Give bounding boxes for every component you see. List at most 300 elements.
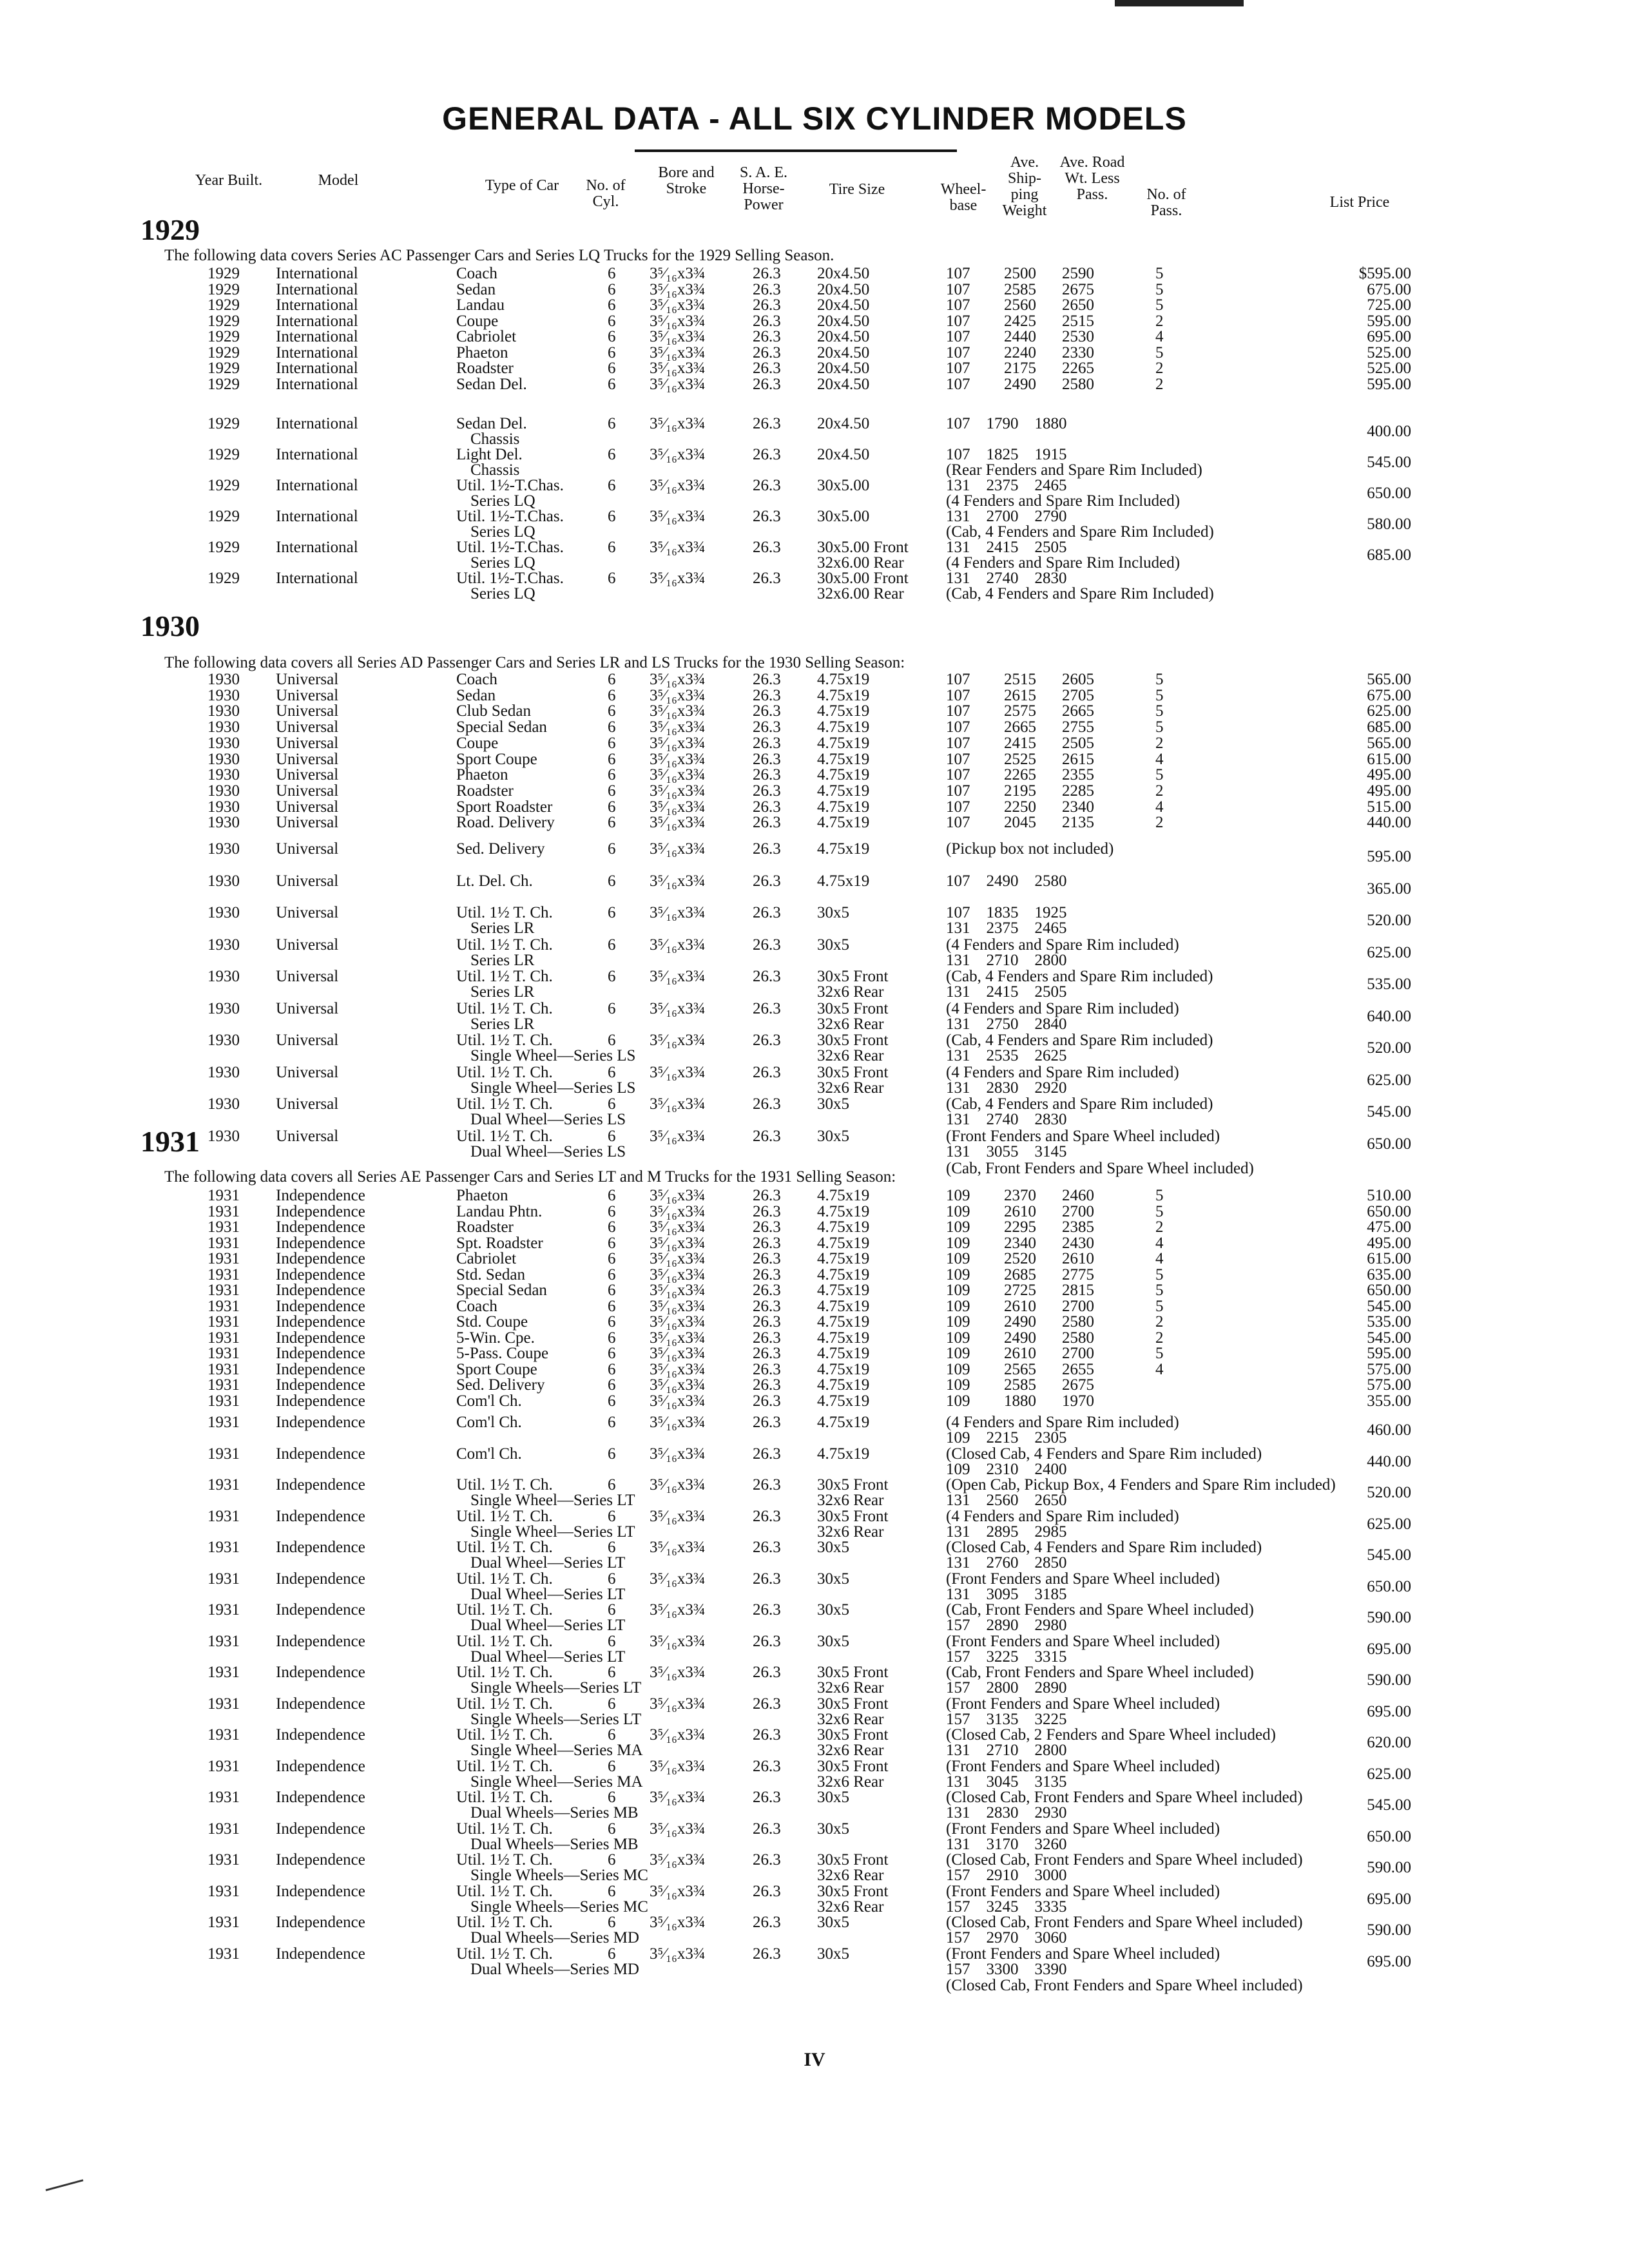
cell-tire-size: 30x5.00 Front [817, 570, 909, 587]
cell-list-price: 520.00 [1367, 1484, 1411, 1501]
cell-list-price: 545.00 [1367, 1546, 1411, 1564]
cell-horsepower: 26.3 [753, 296, 781, 314]
cell-year: 1931 [207, 1392, 240, 1410]
cell-type-series: Dual Wheel—Series LT [470, 1648, 626, 1666]
cell-list-price: 695.00 [1367, 1952, 1411, 1970]
cell-year: 1931 [207, 1329, 240, 1347]
cell-note: 157 2890 2980 [946, 1617, 1067, 1634]
cell-year: 1930 [207, 999, 240, 1017]
cell-horsepower: 26.3 [753, 814, 781, 832]
cell-cylinders: 6 [608, 671, 616, 688]
cell-list-price: 615.00 [1367, 750, 1411, 768]
cell-tire-size: 20x4.50 [817, 280, 870, 298]
cell-model: Independence [276, 1757, 365, 1775]
cell-ship-weight: 2515 [1004, 671, 1036, 688]
cell-year: 1930 [207, 750, 240, 768]
table-row [0, 1204, 1629, 1220]
cell-list-price: 625.00 [1367, 702, 1411, 720]
cell-horsepower: 26.3 [753, 1726, 781, 1744]
cell-horsepower: 26.3 [753, 1789, 781, 1806]
cell-cylinders: 6 [608, 1882, 616, 1900]
cell-bore-stroke: 3⁵⁄₁₆x3¾ [650, 360, 706, 377]
cell-year: 1930 [207, 1063, 240, 1081]
cell-weights: (Front Fenders and Spare Wheel included) [946, 1820, 1220, 1838]
table-row-extended [0, 508, 1629, 539]
cell-list-price: 635.00 [1367, 1265, 1411, 1283]
cell-list-price: 625.00 [1367, 943, 1411, 961]
cell-weights: (Open Cab, Pickup Box, 4 Fenders and Spare Rim included) [946, 1476, 1336, 1494]
section-year: 1931 [140, 1125, 200, 1158]
cell-weights: (Front Fenders and Spare Wheel included) [946, 1127, 1220, 1145]
cell-cylinders: 6 [608, 539, 616, 556]
cell-year: 1930 [207, 840, 240, 858]
cell-horsepower: 26.3 [753, 968, 781, 985]
cell-list-price: 495.00 [1367, 766, 1411, 784]
cell-type: Util. 1½ T. Ch. [456, 1945, 553, 1963]
cell-list-price: 695.00 [1367, 328, 1411, 345]
cell-weights: 107 2490 2580 [946, 872, 1067, 890]
cell-year: 1930 [207, 734, 240, 752]
cell-cylinders: 6 [608, 1392, 616, 1410]
cell-list-price: 515.00 [1367, 798, 1411, 816]
table-row [0, 1219, 1629, 1235]
cell-model: Universal [276, 734, 339, 752]
cell-list-price: 545.00 [1367, 1103, 1411, 1120]
cell-tire-size: 30x5 [817, 1945, 849, 1963]
cell-horsepower: 26.3 [753, 1250, 781, 1267]
cell-horsepower: 26.3 [753, 1664, 781, 1681]
cell-road-weight: 2700 [1062, 1297, 1094, 1315]
cell-type-series: Dual Wheels—Series MB [470, 1804, 639, 1821]
cell-tire-size: 20x4.50 [817, 328, 870, 345]
cell-ship-weight: 2175 [1004, 360, 1036, 377]
cell-bore-stroke: 3⁵⁄₁₆x3¾ [650, 718, 706, 736]
cell-year: 1930 [207, 936, 240, 954]
cell-horsepower: 26.3 [753, 312, 781, 330]
cell-ship-weight: 1880 [1004, 1392, 1036, 1410]
cell-type: Util. 1½-T.Chas. [456, 570, 564, 587]
cell-model: Universal [276, 999, 339, 1017]
cell-ship-weight: 2565 [1004, 1360, 1036, 1378]
cell-tire-size: 4.75x19 [817, 814, 870, 832]
table-row [0, 376, 1629, 392]
cell-horsepower: 26.3 [753, 671, 781, 688]
table-row-extended [0, 1821, 1629, 1852]
cell-type: Landau Phtn. [456, 1202, 543, 1220]
table-row-extended [0, 1571, 1629, 1602]
table-row [0, 799, 1629, 815]
cell-weights: (Pickup box not included) [946, 840, 1114, 858]
cell-bore-stroke: 3⁵⁄₁₆x3¾ [650, 1914, 706, 1931]
cell-year: 1931 [207, 1789, 240, 1806]
cell-bore-stroke: 3⁵⁄₁₆x3¾ [650, 343, 706, 361]
cell-bore-stroke: 3⁵⁄₁₆x3¾ [650, 312, 706, 330]
cell-bore-stroke: 3⁵⁄₁₆x3¾ [650, 375, 706, 393]
cell-horsepower: 26.3 [753, 766, 781, 784]
table-row-extended [0, 1664, 1629, 1695]
cell-tire-size: 30x5 Front [817, 968, 889, 985]
cell-type: Util. 1½ T. Ch. [456, 936, 553, 954]
cell-bore-stroke: 3⁵⁄₁₆x3¾ [650, 1601, 706, 1619]
cell-horsepower: 26.3 [753, 1032, 781, 1049]
cell-note: (Cab, 4 Fenders and Spare Rim Included) [946, 523, 1214, 541]
cell-type-series: Series LQ [470, 585, 535, 602]
cell-model: Independence [276, 1345, 365, 1362]
cell-weights: (Front Fenders and Spare Wheel included) [946, 1695, 1220, 1713]
cell-cylinders: 6 [608, 840, 616, 858]
header-bore: Bore and Stroke [658, 164, 715, 197]
cell-note: 157 2970 3060 [946, 1929, 1067, 1946]
table-row-extended [0, 539, 1629, 570]
cell-tire-size: 30x5 Front [817, 1757, 889, 1775]
cell-tire-rear: 32x6.00 Rear [817, 554, 904, 572]
table-row [0, 1251, 1629, 1267]
cell-bore-stroke: 3⁵⁄₁₆x3¾ [650, 702, 706, 720]
cell-bore-stroke: 3⁵⁄₁₆x3¾ [650, 1032, 706, 1049]
cell-cylinders: 6 [608, 1757, 616, 1775]
cell-tire-size: 4.75x19 [817, 1265, 870, 1283]
cell-bore-stroke: 3⁵⁄₁₆x3¾ [650, 415, 706, 432]
cell-model: Independence [276, 1882, 365, 1900]
cell-year: 1931 [207, 1476, 240, 1494]
cell-type: Util. 1½ T. Ch. [456, 1570, 553, 1588]
table-row [0, 1377, 1629, 1393]
cell-year: 1931 [207, 1202, 240, 1220]
cell-list-price: 535.00 [1367, 975, 1411, 993]
cell-model: Independence [276, 1789, 365, 1806]
cell-bore-stroke: 3⁵⁄₁₆x3¾ [650, 904, 706, 921]
cell-horsepower: 26.3 [753, 1632, 781, 1650]
cell-cylinders: 6 [608, 1632, 616, 1650]
cell-year: 1930 [207, 1032, 240, 1049]
cell-horsepower: 26.3 [753, 1313, 781, 1331]
cell-bore-stroke: 3⁵⁄₁₆x3¾ [650, 1202, 706, 1220]
cell-horsepower: 26.3 [753, 1695, 781, 1713]
cell-cylinders: 6 [608, 508, 616, 525]
scan-corner-mark [46, 2179, 84, 2191]
cell-type-series: Single Wheels—Series MC [470, 1898, 648, 1916]
cell-year: 1931 [207, 1914, 240, 1931]
cell-list-price: 650.00 [1367, 1827, 1411, 1845]
cell-model: Independence [276, 1851, 365, 1869]
cell-passengers: 5 [1155, 718, 1164, 736]
cell-list-price: 650.00 [1367, 1135, 1411, 1153]
cell-year: 1931 [207, 1757, 240, 1775]
cell-list-price: 595.00 [1367, 375, 1411, 393]
cell-model: International [276, 508, 358, 525]
cell-bore-stroke: 3⁵⁄₁₆x3¾ [650, 1476, 706, 1494]
cell-tire-size: 4.75x19 [817, 1414, 870, 1431]
cell-cylinders: 6 [608, 1360, 616, 1378]
cell-note: 131 2830 2930 [946, 1804, 1067, 1821]
cell-model: International [276, 312, 358, 330]
cell-type: Coach [456, 265, 497, 282]
cell-type-series: Series LR [470, 1015, 535, 1033]
cell-wheelbase: 107 [946, 702, 970, 720]
cell-type: Util. 1½ T. Ch. [456, 999, 553, 1017]
cell-weights: (Closed Cab, Front Fenders and Spare Wheel included) [946, 1789, 1303, 1806]
cell-type: Sed. Delivery [456, 840, 545, 858]
cell-type: Sport Coupe [456, 1360, 537, 1378]
cell-list-price: 650.00 [1367, 485, 1411, 502]
table-row-extended [0, 1539, 1629, 1570]
cell-road-weight: 2330 [1062, 343, 1094, 361]
table-row-extended [0, 937, 1629, 968]
table-row [0, 329, 1629, 345]
cell-list-price: 440.00 [1367, 1452, 1411, 1470]
cell-wheelbase: 107 [946, 798, 970, 816]
cell-bore-stroke: 3⁵⁄₁₆x3¾ [650, 1127, 706, 1145]
cell-type: Util. 1½-T.Chas. [456, 508, 564, 525]
cell-model: International [276, 477, 358, 494]
cell-model: Universal [276, 1063, 339, 1081]
cell-year: 1929 [207, 280, 240, 298]
cell-weights: 131 2415 2505 [946, 539, 1067, 556]
cell-road-weight: 2815 [1062, 1282, 1094, 1299]
cell-road-weight: 2615 [1062, 750, 1094, 768]
cell-year: 1930 [207, 766, 240, 784]
cell-wheelbase: 109 [946, 1282, 970, 1299]
header-list-price: List Price [1329, 194, 1390, 211]
cell-list-price: 595.00 [1367, 1345, 1411, 1362]
cell-note: 131 2535 2625 [946, 1047, 1067, 1064]
cell-model: Independence [276, 1218, 365, 1236]
cell-tire-size: 4.75x19 [817, 766, 870, 784]
header-passengers: No. of Pass. [1146, 186, 1186, 219]
cell-wheelbase: 107 [946, 734, 970, 752]
cell-type: Util. 1½ T. Ch. [456, 1726, 553, 1744]
cell-ship-weight: 2340 [1004, 1234, 1036, 1252]
cell-note: 157 3245 3335 [946, 1898, 1067, 1916]
cell-horsepower: 26.3 [753, 1820, 781, 1838]
cell-cylinders: 6 [608, 1095, 616, 1113]
cell-bore-stroke: 3⁵⁄₁₆x3¾ [650, 1945, 706, 1963]
cell-wheelbase: 107 [946, 686, 970, 704]
cell-tire-size: 4.75x19 [817, 671, 870, 688]
cell-ship-weight: 2610 [1004, 1345, 1036, 1362]
cell-list-price: 640.00 [1367, 1007, 1411, 1025]
cell-year: 1931 [207, 1882, 240, 1900]
cell-note: 157 2800 2890 [946, 1679, 1067, 1696]
cell-tire-size: 4.75x19 [817, 1202, 870, 1220]
cell-ship-weight: 2585 [1004, 280, 1036, 298]
cell-bore-stroke: 3⁵⁄₁₆x3¾ [650, 1414, 706, 1431]
cell-passengers: 2 [1155, 312, 1164, 330]
cell-type-series: Dual Wheels—Series MD [470, 1929, 639, 1946]
cell-ship-weight: 2585 [1004, 1376, 1036, 1394]
table-row-extended [0, 905, 1629, 936]
cell-list-price: 595.00 [1367, 312, 1411, 330]
cell-horsepower: 26.3 [753, 1445, 781, 1463]
cell-model: Independence [276, 1945, 365, 1963]
cell-bore-stroke: 3⁵⁄₁₆x3¾ [650, 1265, 706, 1283]
cell-passengers: 5 [1155, 1282, 1164, 1299]
cell-tire-size: 30x5 [817, 904, 849, 921]
table-row-extended [0, 447, 1629, 477]
cell-cylinders: 6 [608, 968, 616, 985]
cell-bore-stroke: 3⁵⁄₁₆x3¾ [650, 750, 706, 768]
cell-tire-size: 4.75x19 [817, 1250, 870, 1267]
cell-bore-stroke: 3⁵⁄₁₆x3¾ [650, 328, 706, 345]
cell-type: Lt. Del. Ch. [456, 872, 533, 890]
cell-type: Sport Roadster [456, 798, 553, 816]
cell-horsepower: 26.3 [753, 343, 781, 361]
cell-note: 131 2750 2840 [946, 1015, 1067, 1033]
cell-list-price: 590.00 [1367, 1859, 1411, 1876]
cell-road-weight: 2655 [1062, 1360, 1094, 1378]
table-row [0, 1267, 1629, 1283]
cell-year: 1929 [207, 446, 240, 463]
table-row-extended [0, 873, 1629, 904]
cell-type: Phaeton [456, 1187, 508, 1204]
cell-year: 1931 [207, 1601, 240, 1619]
cell-tire-size: 30x5 Front [817, 1032, 889, 1049]
cell-wheelbase: 109 [946, 1329, 970, 1347]
cell-type: Util. 1½ T. Ch. [456, 904, 553, 921]
table-row [0, 671, 1629, 687]
cell-list-price: 355.00 [1367, 1392, 1411, 1410]
table-row [0, 703, 1629, 719]
cell-passengers: 4 [1155, 1360, 1164, 1378]
cell-list-price: 590.00 [1367, 1609, 1411, 1626]
cell-ship-weight: 2370 [1004, 1187, 1036, 1204]
cell-type: Util. 1½ T. Ch. [456, 1476, 553, 1494]
cell-wheelbase: 107 [946, 265, 970, 282]
cell-horsepower: 26.3 [753, 1095, 781, 1113]
table-row [0, 1330, 1629, 1346]
cell-type: Phaeton [456, 766, 508, 784]
cell-wheelbase: 107 [946, 750, 970, 768]
cell-ship-weight: 2415 [1004, 734, 1036, 752]
cell-list-price: 625.00 [1367, 1515, 1411, 1533]
cell-model: Independence [276, 1476, 365, 1494]
cell-road-weight: 2385 [1062, 1218, 1094, 1236]
cell-ship-weight: 2610 [1004, 1202, 1036, 1220]
cell-year: 1929 [207, 360, 240, 377]
cell-tire-size: 20x4.50 [817, 312, 870, 330]
cell-cylinders: 6 [608, 798, 616, 816]
cell-model: Universal [276, 686, 339, 704]
table-row-extended [0, 1032, 1629, 1063]
cell-list-price: 510.00 [1367, 1187, 1411, 1204]
cell-tire-size: 30x5 [817, 1789, 849, 1806]
cell-ship-weight: 2195 [1004, 782, 1036, 800]
cell-year: 1931 [207, 1250, 240, 1267]
cell-cylinders: 6 [608, 750, 616, 768]
cell-type-series: Dual Wheel—Series LT [470, 1617, 626, 1634]
table-row [0, 1298, 1629, 1314]
cell-year: 1931 [207, 1570, 240, 1588]
table-row-extended [0, 1789, 1629, 1820]
cell-note: 131 2710 2800 [946, 951, 1067, 969]
cell-tire-size: 30x5 Front [817, 1507, 889, 1525]
cell-passengers: 2 [1155, 1218, 1164, 1236]
cell-list-price: 725.00 [1367, 296, 1411, 314]
cell-passengers: 5 [1155, 296, 1164, 314]
cell-wheelbase: 109 [946, 1187, 970, 1204]
cell-year: 1931 [207, 1265, 240, 1283]
cell-horsepower: 26.3 [753, 798, 781, 816]
header-ship-weight: Ave. Ship-ping Weight [1002, 154, 1047, 219]
cell-model: Independence [276, 1392, 365, 1410]
cell-tire-size: 4.75x19 [817, 840, 870, 858]
cell-tire-size: 4.75x19 [817, 1329, 870, 1347]
cell-road-weight: 2505 [1062, 734, 1094, 752]
cell-type: Roadster [456, 782, 514, 800]
cell-model: Independence [276, 1234, 365, 1252]
cell-horsepower: 26.3 [753, 1539, 781, 1556]
cell-model: Universal [276, 766, 339, 784]
cell-horsepower: 26.3 [753, 1376, 781, 1394]
cell-year: 1931 [207, 1945, 240, 1963]
cell-tire-size: 30x5 Front [817, 1695, 889, 1713]
cell-list-price: 590.00 [1367, 1671, 1411, 1689]
cell-wheelbase: 109 [946, 1392, 970, 1410]
cell-type-series: Series LR [470, 951, 535, 969]
table-row [0, 1345, 1629, 1361]
cell-tire-rear: 32x6 Rear [817, 1679, 884, 1696]
cell-tire-size: 20x4.50 [817, 415, 870, 432]
cell-model: Independence [276, 1914, 365, 1931]
cell-type: Util. 1½ T. Ch. [456, 1851, 553, 1869]
cell-model: Universal [276, 840, 339, 858]
cell-wheelbase: 109 [946, 1218, 970, 1236]
cell-weights: (Cab, Front Fenders and Spare Wheel included) [946, 1664, 1254, 1681]
cell-bore-stroke: 3⁵⁄₁₆x3¾ [650, 446, 706, 463]
cell-list-price: 535.00 [1367, 1313, 1411, 1331]
cell-list-price: 590.00 [1367, 1921, 1411, 1939]
cell-passengers: 2 [1155, 1329, 1164, 1347]
cell-passengers: 5 [1155, 702, 1164, 720]
cell-passengers: 4 [1155, 328, 1164, 345]
cell-bore-stroke: 3⁵⁄₁₆x3¾ [650, 1507, 706, 1525]
cell-model: International [276, 280, 358, 298]
cell-year: 1930 [207, 702, 240, 720]
table-row [0, 345, 1629, 361]
cell-road-weight: 2650 [1062, 296, 1094, 314]
cell-bore-stroke: 3⁵⁄₁₆x3¾ [650, 508, 706, 525]
table-row [0, 297, 1629, 313]
cell-passengers: 5 [1155, 1345, 1164, 1362]
cell-type: Coach [456, 1297, 497, 1315]
table-row [0, 313, 1629, 329]
cell-type: Sedan Del. [456, 415, 527, 432]
cell-type-series: Series LR [470, 919, 535, 937]
cell-road-weight: 2580 [1062, 1329, 1094, 1347]
cell-cylinders: 6 [608, 1695, 616, 1713]
cell-type: Util. 1½ T. Ch. [456, 1507, 553, 1525]
cell-type: Util. 1½ T. Ch. [456, 1914, 553, 1931]
cell-model: Universal [276, 798, 339, 816]
cell-year: 1931 [207, 1726, 240, 1744]
cell-year: 1931 [207, 1507, 240, 1525]
header-type: Type of Car [485, 177, 559, 194]
cell-cylinders: 6 [608, 343, 616, 361]
cell-road-weight: 2700 [1062, 1202, 1094, 1220]
cell-wheelbase: 109 [946, 1376, 970, 1394]
cell-model: Independence [276, 1329, 365, 1347]
cell-cylinders: 6 [608, 999, 616, 1017]
cell-road-weight: 2340 [1062, 798, 1094, 816]
table-row [0, 767, 1629, 783]
cell-cylinders: 6 [608, 782, 616, 800]
table-row-extended [0, 570, 1629, 601]
cell-model: Universal [276, 718, 339, 736]
cell-tire-size: 4.75x19 [817, 1297, 870, 1315]
cell-wheelbase: 107 [946, 312, 970, 330]
cell-type: Coach [456, 671, 497, 688]
cell-weights: (4 Fenders and Spare Rim included) [946, 936, 1179, 954]
